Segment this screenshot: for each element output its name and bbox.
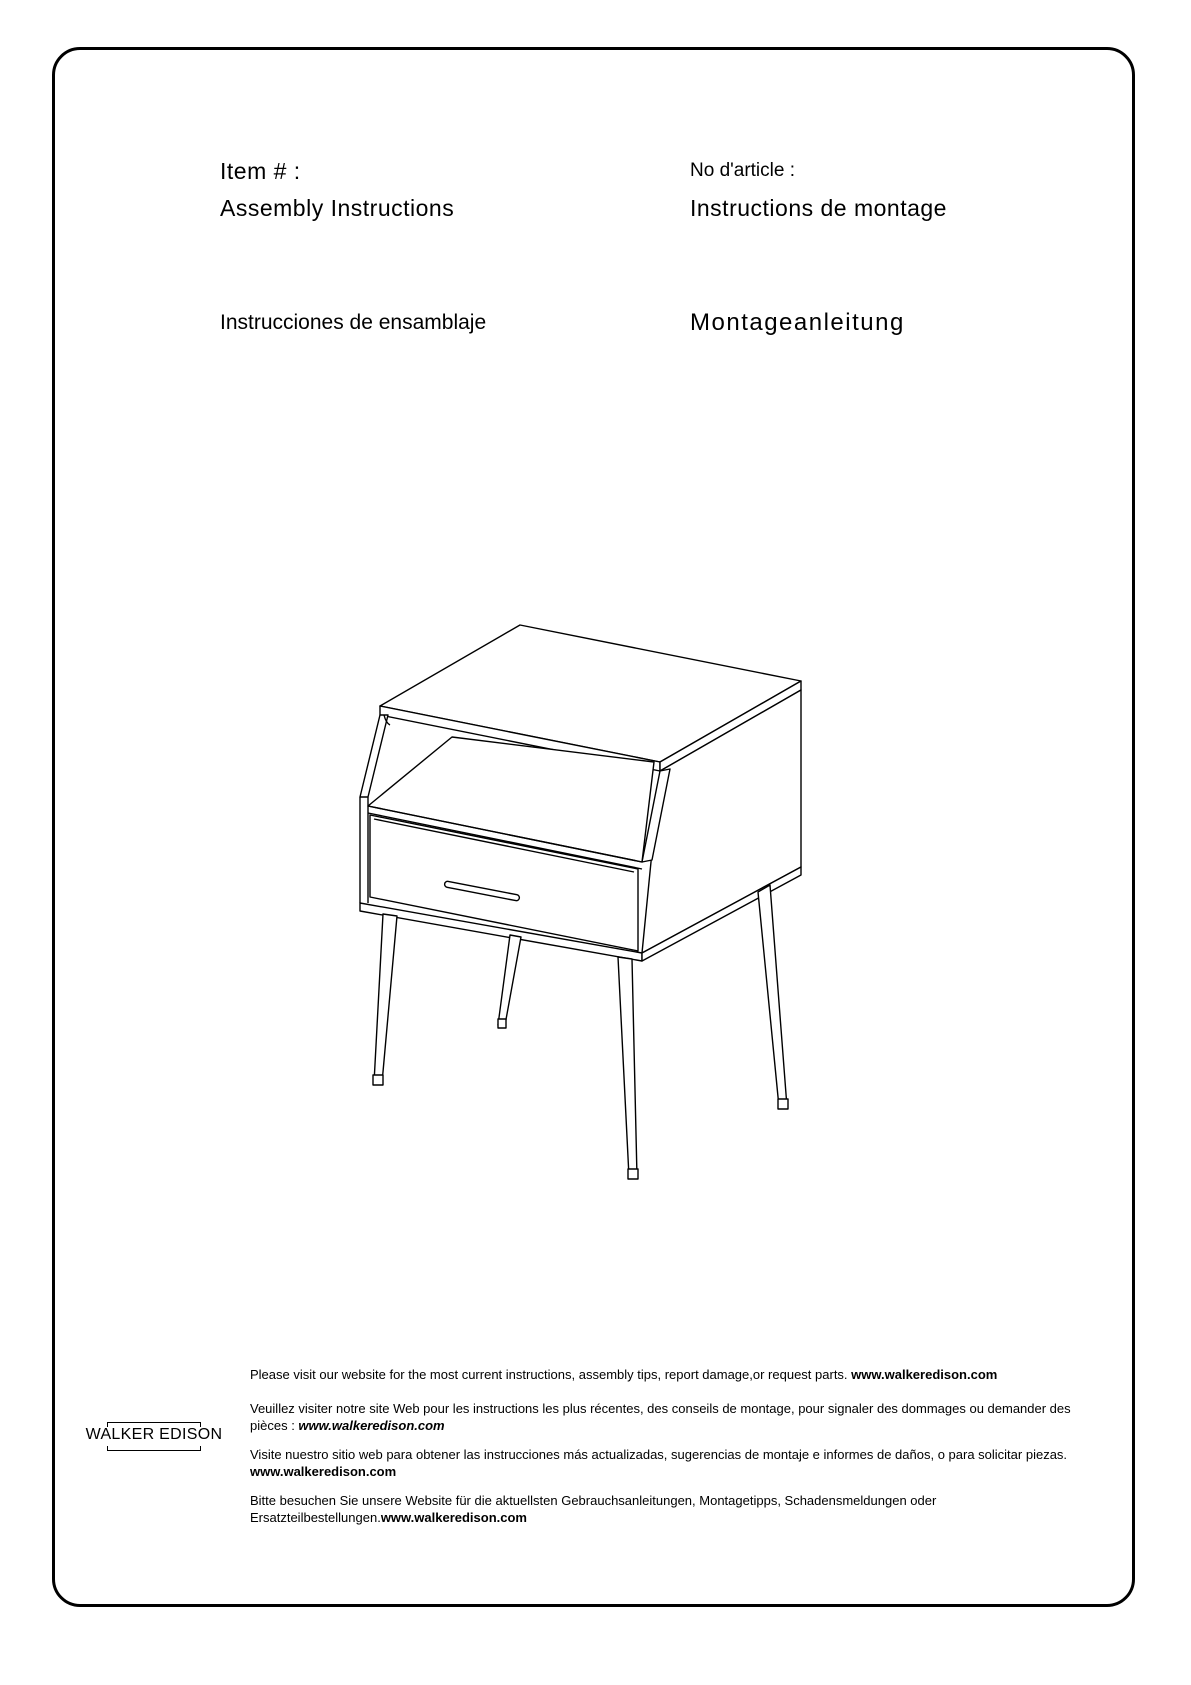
title-fr: Instructions de montage bbox=[690, 195, 947, 221]
website-link-es[interactable]: www.walkeredison.com bbox=[250, 1464, 397, 1479]
footer-de-text: Bitte besuchen Sie unsere Website für die aktuellsten Gebrauchsanleitungen, Montagetipps, Schadensmeldungen oder Ersatzteilbestellungen. bbox=[250, 1493, 937, 1525]
footer-en bbox=[250, 1366, 1110, 1383]
footer-fr bbox=[250, 1400, 1110, 1434]
title-de: Montageanleitung bbox=[690, 309, 905, 336]
website-link-fr[interactable]: www.walkeredison.com bbox=[298, 1418, 445, 1433]
nightstand-drawing-icon bbox=[340, 615, 810, 1205]
title-es: Instrucciones de ensamblaje bbox=[220, 311, 487, 334]
walker-edison-logo bbox=[83, 1420, 225, 1450]
title-en: Assembly Instructions bbox=[220, 195, 455, 221]
footer-fr-text: Veuillez visiter notre site Web pour les instructions les plus récentes, des conseils de montage, pour signaler des dommages ou demander des pièces : bbox=[250, 1401, 1071, 1433]
item-number-label-fr: No d'article : bbox=[690, 160, 796, 181]
footer-de bbox=[250, 1492, 1110, 1526]
footer-es bbox=[250, 1446, 1110, 1480]
website-link-de[interactable]: www.walkeredison.com bbox=[380, 1510, 527, 1525]
item-number-label-en: Item # : bbox=[220, 158, 301, 184]
footer-es-text: Visite nuestro sitio web para obtener las instrucciones más actualizadas, sugerencias de montaje e informes de daños, o para solicitar piezas. bbox=[250, 1447, 1068, 1462]
footer-en-text: Please visit our website for the most current instructions, assembly tips, report damage,or request parts. bbox=[250, 1367, 852, 1382]
logo-text: WALKER EDISON bbox=[85, 1426, 223, 1443]
website-link-en[interactable]: www.walkeredison.com bbox=[851, 1367, 998, 1382]
